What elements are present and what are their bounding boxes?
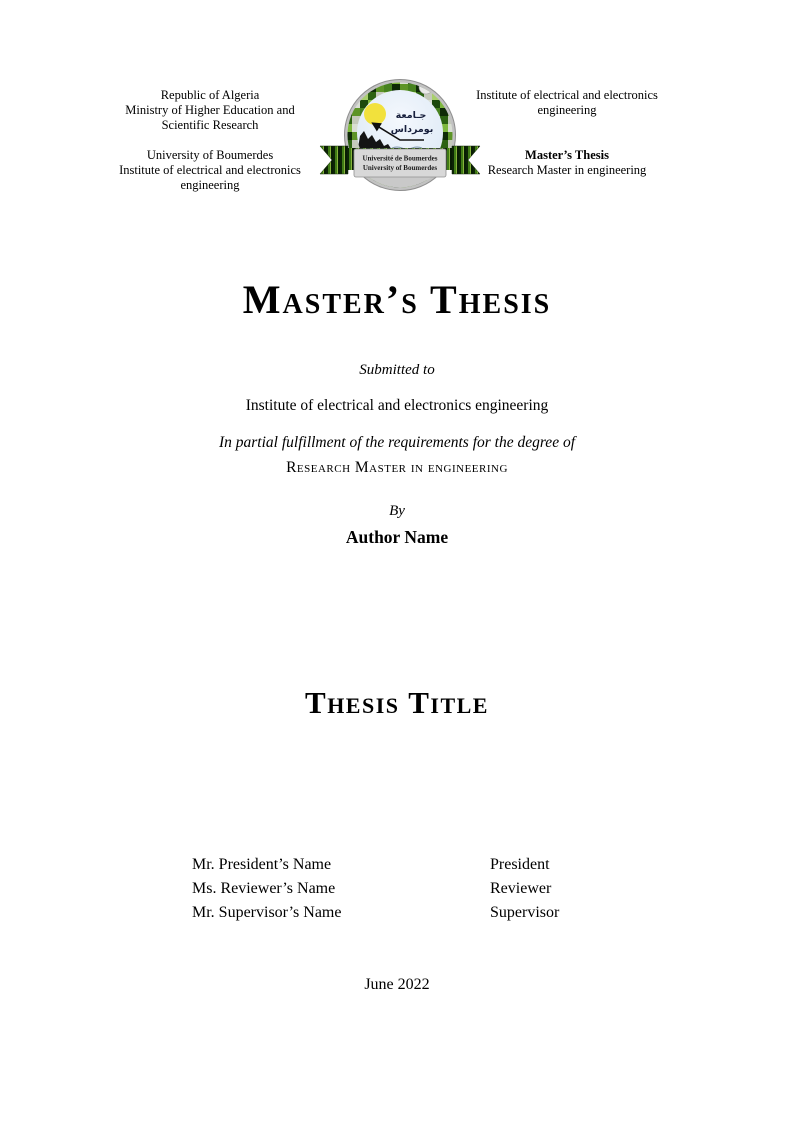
logo-banner-line1: Université de Boumerdes (362, 154, 438, 163)
logo-arabic-name-line2: بومرداس (390, 124, 434, 135)
author-name: Author Name (345, 527, 449, 547)
committee-row (192, 853, 572, 877)
submitted-to-label: Submitted to (359, 362, 435, 378)
main-title: Master’s Thesis (242, 277, 552, 322)
committee-member-name: Ms. Reviewer’s Name (192, 880, 336, 897)
degree-line: Research Master in engineering (286, 459, 508, 476)
header-thesis-label: Master’s Thesis (525, 148, 609, 162)
defense-date: June 2022 (364, 976, 430, 993)
header-line: Institute of electrical and electronics (119, 163, 301, 177)
institute-line: Institute of electrical and electronics engineering (245, 397, 549, 414)
committee-row (192, 877, 572, 901)
committee-member-role: President (490, 856, 550, 873)
committee-member-role: Reviewer (490, 880, 552, 897)
committee-table (192, 853, 572, 925)
header-right-block (452, 88, 682, 178)
logo-arabic-name-line1: جـامعة (395, 110, 427, 121)
header-left-block (95, 88, 325, 193)
thesis-title: Thesis Title (305, 685, 489, 720)
committee-member-role: Supervisor (490, 904, 560, 921)
header-line: engineering (537, 103, 597, 117)
header-line: Institute of electrical and electronics (476, 88, 658, 102)
header-line: engineering (180, 178, 240, 192)
header-line: Republic of Algeria (160, 88, 260, 102)
header-degree-label: Research Master in engineering (487, 163, 647, 177)
sun-icon (364, 103, 386, 125)
by-label: By (389, 503, 405, 519)
committee-member-name: Mr. Supervisor’s Name (192, 904, 342, 921)
logo-banner (354, 149, 446, 177)
logo-banner-line2: University of Boumerdes (362, 164, 438, 172)
header-line: Ministry of Higher Education and (125, 103, 295, 117)
committee-row (192, 901, 572, 925)
header-line: University of Boumerdes (146, 148, 274, 162)
committee-member-name: Mr. President’s Name (192, 856, 332, 873)
fulfillment-line: In partial fulfillment of the requirements for the degree of (218, 434, 575, 451)
header-line: Scientific Research (161, 118, 259, 132)
